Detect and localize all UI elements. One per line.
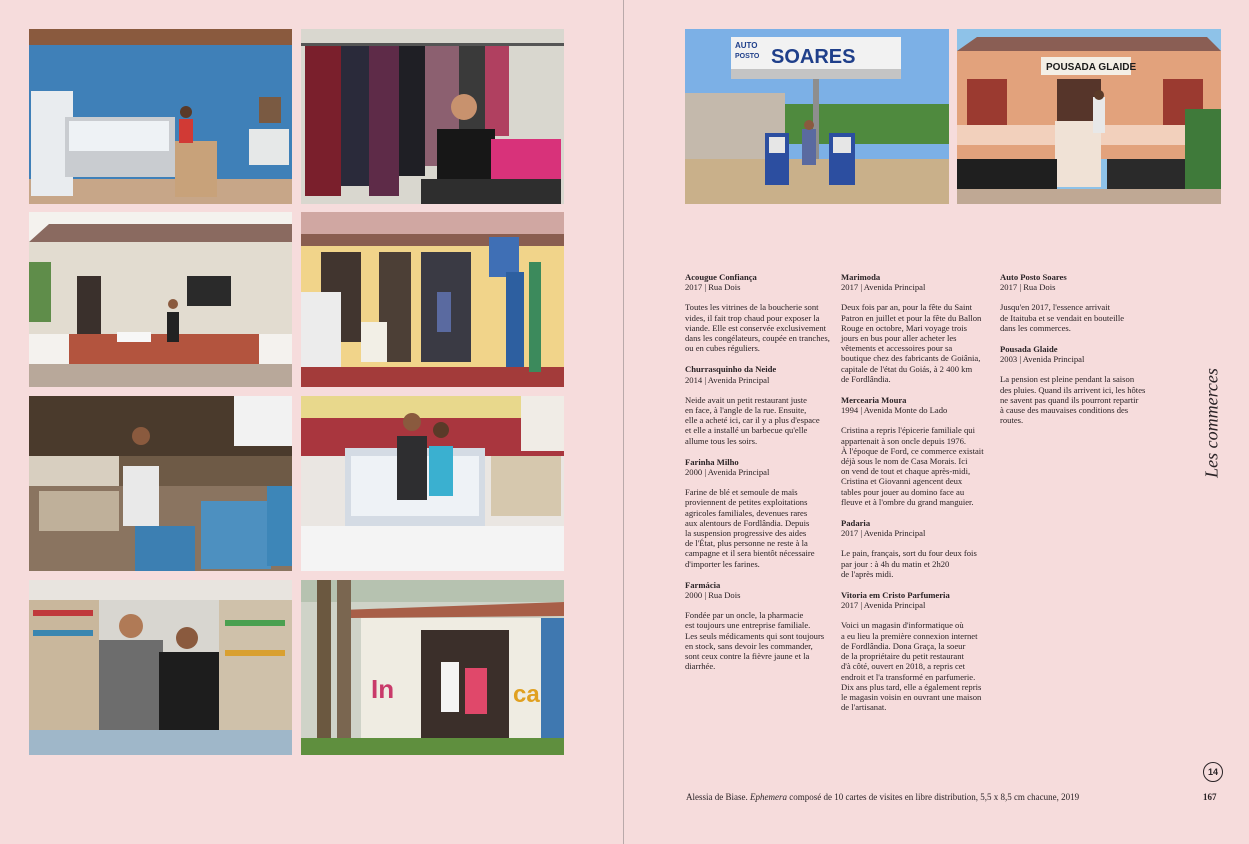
shop-name: Churrasquinho da Neide [685,364,777,375]
shop-sign-left: In [371,674,395,704]
card-number-badge: 14 [1203,762,1223,782]
caption-author: Alessia de Biase. [686,792,748,802]
page-gutter [623,0,624,844]
caption-details: composé de 10 cartes de visites en libre distribution, 5,5 x 8,5 cm chacune, 2019 [789,792,1080,802]
shop-meta: 2014 | Avenida Principal [685,374,770,385]
shop-entry [1000,272,1150,333]
shop-meta: 2017 | Rua Dois [685,282,741,293]
shop-name: Padaria [841,518,871,529]
gas-sign-top: AUTO [735,41,758,50]
shop-name: Auto Posto Soares [1000,272,1067,282]
shop-meta: 2017 | Avenida Principal [841,528,926,539]
photo-computer-shop [301,580,564,755]
shop-entry [685,580,835,672]
shop-entry [841,272,991,384]
text-column-2 [841,272,991,723]
photo-clothing-shop [301,29,564,204]
photo-churrasquinho [29,212,292,387]
shop-entry [841,518,991,579]
shop-description: Deux fois par an, pour la fête du Saint Patron en juillet et pour la fête du Ballon Rouge en octobre, Mari voyage trois jours en bus pour aller acheter les vêtements et accessoires pour sa boutique chez des fabricants de Goiânia, capitale de l'état du Goiás, à 2 400 km de Fordlândia. [841,302,982,384]
shop-entry [685,364,835,445]
shop-description: Le pain, français, sort du four deux fois par jour : à 4h du matin et 2h20 de l'après midi. [841,548,977,579]
shop-name: Mercearia Moura [841,395,907,406]
section-title [1200,368,1224,478]
gas-sign-sub: POSTO [735,53,760,60]
shop-entry [841,590,991,712]
shop-meta: 1994 | Avenida Monte do Lado [841,405,948,416]
shop-meta: 2017 | Avenida Principal [841,282,926,293]
figure-caption [686,792,1079,803]
photo-bakery [301,396,564,571]
shop-meta: 2003 | Avenida Principal [1000,354,1085,365]
shop-description: Jusqu'en 2017, l'essence arrivait de Itaituba et se vendait en bouteille dans les commerces. [1000,302,1125,333]
shop-entry [685,272,835,353]
shop-entry [841,395,991,507]
shop-name: Farinha Milho [685,456,739,467]
shop-name: Vitoria em Cristo Parfumeria [841,590,950,601]
shop-description: Farine de blé et semoule de maïs proviennent de petites exploitations agricoles familiales, devenues rares aux alentours de Fordlândia. Depuis la suspension progressive des aides de l'État, plus personne ne reste à la campagne et il sera bientôt nécessaire d'importer les farines. [685,487,815,569]
photo-butcher-shop [29,29,292,204]
shop-meta: 2000 | Avenida Principal [685,467,770,478]
photo-pharmacy [29,580,292,755]
photo-farinha-mill [29,396,292,571]
pousada-sign: POUSADA GLAIDE [1046,62,1137,73]
photo-marimoda-shop [301,212,564,387]
shop-meta: 2017 | Avenida Principal [841,600,926,611]
shop-name: Marimoda [841,272,881,282]
shop-description: La pension est pleine pendant la saison des pluies. Quand ils arrivent ici, les hôtes ne savent pas quand ils pourront repartir à cause des mauvaises conditions des routes. [1000,374,1146,426]
section-title-text: Les commerces [1201,368,1222,478]
shop-description: Fondée par un oncle, la pharmacie est toujours une entreprise familiale. Les seuls médicaments qui sont toujours en stock, sans devoir les commander, sont ceux contre la fièvre jaune et la diarrhée. [685,610,825,672]
shop-description: Voici un magasin d'informatique où a eu lieu la première connexion internet de Fordlândia. Dona Graça, la soeur de la propriétaire du petit restaurant d'à côté, ouvert en 2018, a repris cet endroit et l'a transformé en parfumerie. Dix ans plus tard, elle a également repris le magasin voisin en ouvrant une maison de l'artisanat. [841,620,982,713]
photo-gas-station [685,29,949,204]
shop-name: Acougue Confiança [685,272,757,282]
shop-description: Toutes les vitrines de la boucherie sont vides, il fait trop chaud pour exposer la viande. Elle est conservée exclusivement dans les congélateurs, coupée en tranches, ou en cubes réguliers. [685,302,830,354]
shop-sign-right: ca [513,681,540,708]
shop-entry [1000,344,1150,425]
shop-description: Cristina a repris l'épicerie familiale qui appartenait à son oncle depuis 1976. À l'époque de Ford, ce commerce existait déjà sous le nom de Casa Morais. Ici on vend de tout et chaque après-midi, Cristina et Giovanni agencent deux tables pour jouer au domino face au fleuve et à l'ombre du grand manguier. [841,425,984,507]
text-column-1 [685,272,835,683]
shop-description: Neide avait un petit restaurant juste en face, à l'angle de la rue. Ensuite, elle a acheté ici, car il y a plus d'espace et elle a installé un barbecue qu'elle allume tous les soirs. [685,394,820,446]
caption-work-title: Ephemera [749,792,787,802]
photo-pousada [957,29,1221,204]
shop-name: Farmácia [685,579,721,590]
shop-meta: 2017 | Rua Dois [1000,282,1056,293]
gas-sign-brand: SOARES [771,46,856,68]
page-number: 167 [1203,792,1217,802]
shop-entry [685,457,835,569]
shop-name: Pousada Glaide [1000,344,1058,355]
shop-meta: 2000 | Rua Dois [685,590,741,601]
text-column-3 [1000,272,1150,436]
